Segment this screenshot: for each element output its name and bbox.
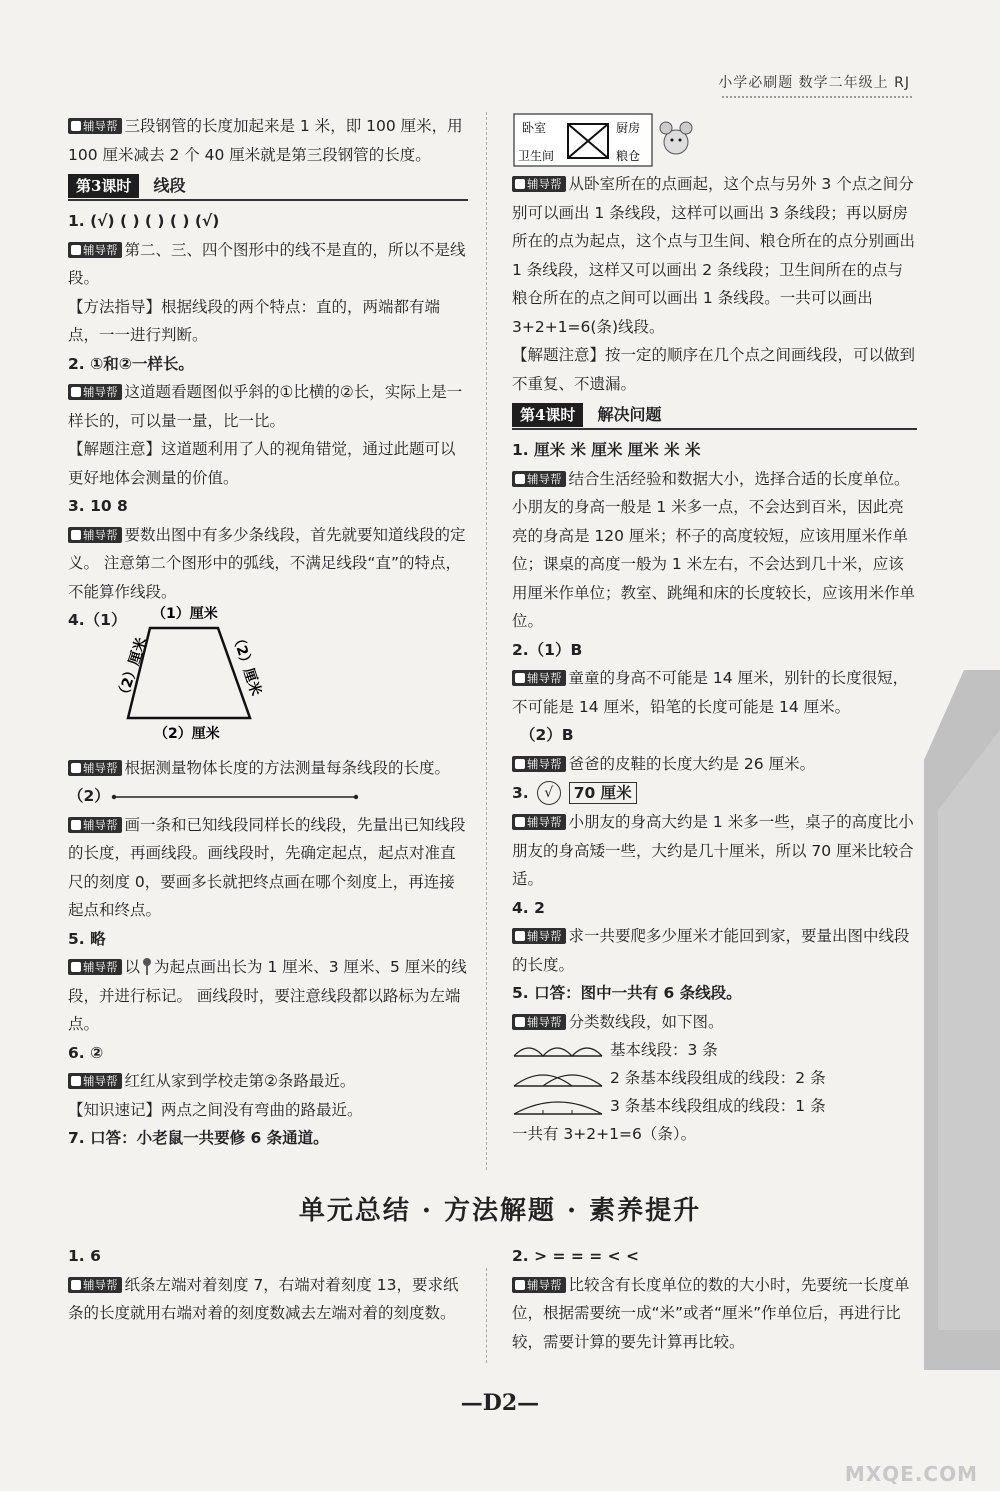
q4-hint1: 辅导帮 根据测量物体长度的方法测量每条线段的长度。 (68, 754, 468, 783)
arc-row-basic (512, 1036, 917, 1064)
s-q2-hint: 辅导帮 比较含有长度单位的数的大小时，先要统一长度单位，根据需要统一成“米”或者“厘米”作单位后，再进行比较，需要计算的要先计算再比较。 (512, 1275, 910, 1351)
r-q3-boxed-answer: 70 厘米 (569, 782, 637, 804)
lesson3-heading (68, 173, 468, 201)
hint-badge: 辅导帮 (512, 814, 566, 830)
q3-answer: 3. 10 8 (68, 497, 128, 515)
page-header: 小学必刷题 数学二年级上 RJ (718, 75, 910, 91)
lesson4-heading (512, 402, 917, 430)
r-q5-answer: 5. 口答：图中一共有 6 条线段。 (512, 984, 742, 1002)
arc-diagram-three (512, 1094, 604, 1118)
room-bathroom: 卫生间 (518, 149, 555, 163)
room-bedroom: 卧室 (522, 121, 547, 135)
q6-note: 【知识速记】两点之间没有弯曲的路最近。 (68, 1100, 363, 1119)
q6-hint: 辅导帮 红红从家到学校走第②条路最近。 (68, 1067, 468, 1096)
hint-badge: 辅导帮 (512, 670, 566, 686)
book-icon (71, 763, 81, 773)
room-kitchen: 厨房 (616, 121, 641, 135)
hint-badge: 辅导帮 (68, 817, 122, 833)
q6-answer: 6. ② (68, 1043, 104, 1062)
room-granary: 粮仓 (616, 149, 641, 163)
q4-hint2: 辅导帮 画一条和已知线段同样长的线段，先量出已知线段的长度，再画线段。画线段时，先确定起点，起点对准直尺的刻度 0，要画多长就把终点画在哪个刻度上，再连接起点和终点。 (68, 815, 466, 919)
arc-row-basic-label: 基本线段：3 条 (610, 1040, 718, 1059)
book-icon (515, 817, 525, 827)
r-q3-hint: 辅导帮 小朋友的身高大约是 1 米多一些，桌子的高度比小朋友的身高矮一些，大约是几十厘米，所以 70 厘米比较合适。 (512, 813, 914, 888)
q3-hint: 辅导帮 要数出图中有多少条线段，首先就要知道线段的定义。 注意第二个图形中的弧线，不满足线段“直”的特点，不能算作线段。 (68, 525, 466, 601)
arc-row-three-label: 3 条基本线段组成的线段：1 条 (610, 1096, 826, 1115)
book-icon (515, 931, 525, 941)
trapezoid-top-label: （1）厘米 (152, 606, 218, 622)
book-icon (71, 245, 81, 255)
book-icon (71, 962, 81, 972)
lesson4-title: 解决问题 (597, 404, 662, 424)
r-q5-hint: 辅导帮 分类数线段，如下图。 (512, 1008, 917, 1037)
rooms-hint: 辅导帮 从卧室所在的点画起，这个点与另外 3 个点之间分别可以画出 1 条线段，这样可以画出 3 条线段；再以厨房所在的点为起点，这个点与卫生间、粮仓所在的点分别画出 1 条线段，这样又可以画出 2 条线段；卫生间所在的点与粮仓所在的点之间可以画出 1 条线段。一共可以画出 3+2+1=6(条)线段。 (512, 175, 916, 336)
drawn-segment (110, 792, 360, 802)
hint-badge: 辅导帮 (512, 471, 566, 487)
hint-badge: 辅导帮 (512, 756, 566, 772)
lesson4-badge: 第4课时 (512, 403, 583, 427)
book-icon (71, 820, 81, 830)
intro-explanation: 辅导帮 三段钢管的长度加起来是 1 米，即 100 厘米，用 100 厘米减去 2 个 40 厘米就是第三段钢管的长度。 (68, 117, 463, 164)
rooms-svg (512, 112, 702, 168)
q2-answer: 2. ①和②一样长。 (68, 354, 194, 373)
q4-label2: （2） (68, 787, 110, 806)
hint-badge: 辅导帮 (68, 1277, 122, 1293)
r-q4-hint: 辅导帮 求一共要爬多少厘米才能回到家，要量出图中线段的长度。 (512, 927, 910, 974)
book-icon (515, 474, 525, 484)
hint-badge: 辅导帮 (68, 959, 122, 975)
book-icon (515, 1280, 525, 1290)
s-q1-hint: 辅导帮 纸条左端对着刻度 7，右端对着刻度 13，要求纸条的长度就用右端对着的刻度数减去左端对着的刻度数。 (68, 1275, 459, 1322)
hint-badge: 辅导帮 (512, 1014, 566, 1030)
summary-left (68, 1242, 468, 1328)
r-q2-hint1: 辅导帮 童童的身高不可能是 14 厘米，别针的长度很短，不可能是 14 厘米，铅笔的长度可能是 14 厘米。 (512, 669, 909, 716)
hint-badge: 辅导帮 (68, 760, 122, 776)
book-icon (71, 121, 81, 131)
book-icon (71, 387, 81, 397)
hint-badge: 辅导帮 (68, 527, 122, 543)
book-icon (515, 1017, 525, 1027)
arc-row-two-label: 2 条基本线段组成的线段：2 条 (610, 1068, 826, 1087)
q2-hint: 辅导帮 这道题看题图似乎斜的①比横的②长，实际上是一样长的，可以量一量，比一比。 (68, 383, 463, 430)
left-column (68, 112, 468, 1153)
r-q1-answer: 1. 厘米 米 厘米 厘米 米 米 (512, 441, 701, 459)
r-q3-number: 3. (512, 783, 529, 802)
q4-label1: 4.（1） (68, 611, 127, 629)
rooms-note: 【解题注意】按一定的顺序在几个点之间画线段，可以做到不重复、不遗漏。 (512, 346, 916, 393)
hint-badge: 辅导帮 (68, 118, 122, 134)
q2-note: 【解题注意】这道题利用了人的视角错觉，通过此题可以更好地体会测量的价值。 (68, 440, 456, 487)
r-q2-answer1: 2.（1）B (512, 640, 583, 659)
r-q2-answer2: （2）B (520, 726, 574, 744)
r-q2-hint2: 辅导帮 爸爸的皮鞋的长度大约是 26 厘米。 (512, 750, 917, 779)
lesson3-badge: 第3课时 (68, 174, 139, 198)
trapezoid-right-label: （2）厘米 (228, 630, 264, 698)
arc-row-three (512, 1092, 917, 1120)
q5-hint: 辅导帮 以 为起点画出长为 1 厘米、3 厘米、5 厘米的线段，并进行标记。 画线段时，要注意线段都以路标为左端点。 (68, 958, 467, 1033)
bottom-divider (486, 1268, 487, 1363)
rooms-diagram (512, 112, 917, 170)
mouse-icon (660, 122, 692, 154)
q7-answer: 7. 口答：小老鼠一共要修 6 条通道。 (68, 1129, 329, 1147)
side-decoration (924, 670, 1000, 1370)
arc-diagram-two (512, 1066, 604, 1090)
r-q3-answer (512, 778, 917, 808)
r-q1-hint: 辅导帮 结合生活经验和数据大小，选择合适的长度单位。 小朋友的身高一般是 1 米多一点，不会达到百米，因此亮亮的身高是 120 厘米；杯子的高度较短，应该用厘米作单位；课桌的高度一般为 1 米左右，不会达到几十米，应该用厘米作单位；教室、跳绳和床的长度较长，应该用米作单位。 (512, 469, 916, 630)
book-icon (71, 1076, 81, 1086)
watermark-text: MXQE.COM (844, 1462, 978, 1486)
trapezoid-left-label: （2）厘米 (114, 635, 151, 704)
q1-hint: 辅导帮 第二、三、四个图形中的线不是直的，所以不是线段。 (68, 240, 466, 287)
header-dotted-rule (722, 96, 912, 98)
arc-diagram-basic (512, 1038, 604, 1062)
book-icon (71, 530, 81, 540)
r-q4-answer: 4. 2 (512, 898, 545, 917)
q4-part2 (68, 783, 468, 811)
page-number: —D2— (460, 1390, 540, 1416)
hint-badge: 辅导帮 (512, 1277, 566, 1293)
hint-badge: 辅导帮 (68, 1073, 122, 1089)
signpost-icon (140, 957, 154, 975)
book-icon (515, 179, 525, 189)
s-q2-answer: 2. > = = = < < (512, 1247, 639, 1265)
arc-row-two (512, 1064, 917, 1092)
book-icon (515, 759, 525, 769)
right-column (512, 112, 917, 1149)
hint-badge: 辅导帮 (512, 176, 566, 192)
q1-answer: 1. (√) ( ) ( ) ( ) (√) (68, 212, 220, 230)
q4-figure (68, 606, 468, 754)
s-q1-answer: 1. 6 (68, 1247, 101, 1265)
hint-badge: 辅导帮 (68, 384, 122, 400)
trapezoid-diagram (68, 606, 468, 754)
lesson3-title: 线段 (153, 175, 186, 195)
hint-badge: 辅导帮 (68, 242, 122, 258)
q5-answer: 5. 略 (68, 929, 106, 948)
trapezoid-bottom-label: （2）厘米 (154, 726, 220, 742)
hint-badge: 辅导帮 (512, 928, 566, 944)
summary-right (512, 1242, 917, 1356)
book-icon (515, 673, 525, 683)
unit-summary-title: 单元总结 · 方法解题 · 素养提升 (298, 1196, 702, 1226)
q1-method: 【方法指导】根据线段的两个特点：直的，两端都有端点，一一进行判断。 (68, 297, 441, 344)
r-q5-total: 一共有 3+2+1=6（条）。 (512, 1125, 697, 1143)
check-mark-circle: √ (537, 781, 561, 805)
book-icon (71, 1280, 81, 1290)
column-divider (486, 112, 487, 1170)
